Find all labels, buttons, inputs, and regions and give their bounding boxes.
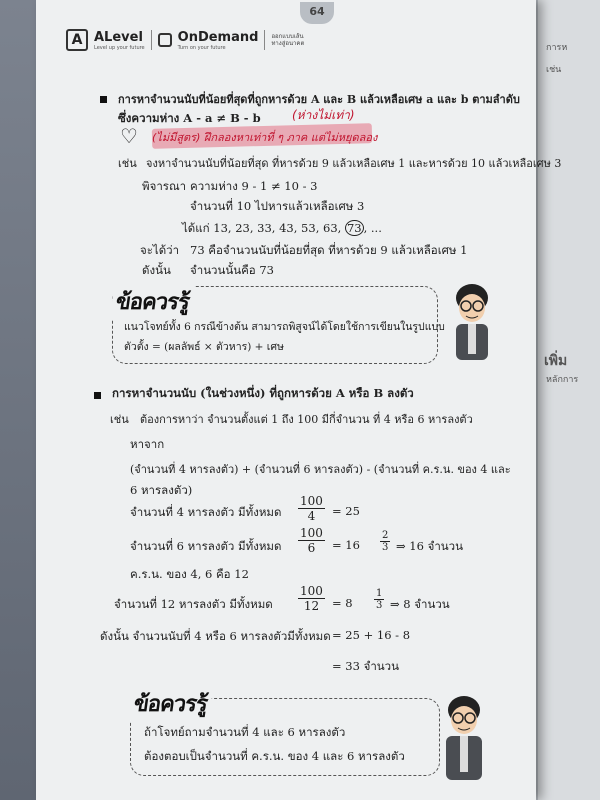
example2-label: เช่น (110, 413, 129, 426)
row2-tail: ⇒ 16 จำนวน (396, 539, 463, 553)
therefore1-text: จำนวนนั้นคือ 73 (190, 263, 274, 277)
bullet-1 (100, 96, 107, 103)
will-see-text: 73 คือจำนวนนับที่น้อยที่สุด ที่หารด้วย 9 แล้วเหลือเศษ 1 (190, 243, 468, 257)
partner-logo-text: ออกแบบเส้น ทางสู่อนาคต (271, 33, 305, 47)
therefore2-text: ดังนั้น จำนวนนับที่ 4 หรือ 6 หารลงตัวมีทั้งหมด (100, 629, 331, 643)
row1-result: = 25 (332, 504, 360, 518)
adjacent-page-text-3: เพิ่ม (544, 353, 568, 369)
header-divider (151, 30, 152, 50)
brand-ondemand: OnDemand Turn on your future (177, 29, 259, 51)
handwritten-note-1: (ห่างไม่เท่า) (292, 108, 355, 122)
note-box-2-heading: ข้อควรรู้ (128, 686, 214, 721)
row2-label: จำนวนที่ 6 หารลงตัว มีทั้งหมด (130, 539, 282, 553)
example1-line3: จำนวนที่ 10 ไปหารแล้วเหลือเศษ 3 (190, 199, 365, 213)
section2-title: การหาจำนวนนับ (ในช่วงหนึ่ง) ที่ถูกหารด้วย A หรือ B ลงตัว (112, 386, 414, 400)
example1-line4: ได้แก่ 13, 23, 33, 43, 53, 63, 73 , ... (182, 221, 382, 235)
adjacent-page-text-4: หลักการ (546, 375, 579, 385)
row2-eq: = 16 (332, 538, 360, 552)
heart-icon: ♡ (120, 124, 138, 148)
consider-text: ความห่าง 9 - 1 ≠ 10 - 3 (190, 179, 318, 193)
note-box-1-heading: ข้อควรรู้ (110, 284, 196, 319)
row3-eq: = 8 (332, 596, 353, 610)
adjacent-page (536, 0, 600, 800)
brand-alevel: ALevel Level up your future (94, 29, 145, 51)
page-number: 64 (300, 2, 334, 24)
find-from-label: หาจาก (130, 437, 165, 451)
example1-label: เช่น (118, 157, 137, 170)
example1-text: จงหาจำนวนนับที่น้อยที่สุด ที่หารด้วย 9 แล้วเหลือเศษ 1 และหารด้วย 10 แล้วเหลือเศษ 3 (146, 157, 562, 170)
row1-fraction: $\frac{100}{4}$ (300, 494, 323, 523)
formula-line1: (จำนวนที่ 4 หารลงตัว) + (จำนวนที่ 6 หารลงตัว) - (จำนวนที่ ค.ร.น. ของ 4 และ (130, 463, 511, 476)
row1-label: จำนวนที่ 4 หารลงตัว มีทั้งหมด (130, 505, 282, 519)
adjacent-page-text-1: การห (546, 43, 568, 53)
row3-tail: ⇒ 8 จำนวน (390, 597, 450, 611)
ondemand-logo-icon (158, 33, 172, 47)
therefore2-expr: = 25 + 16 - 8 (332, 628, 411, 642)
teacher-cartoon-1 (444, 276, 500, 366)
handwritten-note-2: (ไม่มีสูตร) ฝึกลองหาเท่าที่ ๆ ภาค แต่ไม่หยุดลอง (152, 131, 378, 144)
example2-text: ต้องการหาว่า จำนวนตั้งแต่ 1 ถึง 100 มีกี่จำนวน ที่ 4 หรือ 6 หารลงตัว (140, 413, 473, 426)
therefore1-label: ดังนั้น (142, 263, 171, 277)
header-divider-2 (264, 30, 265, 50)
section1-title-line2: ซึ่งความห่าง A - a ≠ B - b (118, 111, 261, 125)
teacher-cartoon-2 (436, 690, 492, 790)
alevel-logo-icon: A (66, 29, 88, 51)
row3-mixed-fraction: $\frac{1}{3}$ (376, 588, 383, 611)
note-box-1-line2: ตัวตั้ง = (ผลลัพธ์ × ตัวหาร) + เศษ (124, 341, 284, 353)
note-box-1-line1: แนวโจทย์ทั้ง 6 กรณีข้างต้น สามารถพิสูจน์ได้โดยใช้การเขียนในรูปแบบ (124, 321, 445, 333)
lcm-text: ค.ร.น. ของ 4, 6 คือ 12 (130, 567, 249, 581)
circled-answer: 73 (346, 221, 362, 235)
bullet-2 (94, 392, 101, 399)
adjacent-page-text-2: เช่น (546, 65, 562, 75)
will-see-label: จะได้ว่า (140, 243, 180, 257)
page-header (66, 26, 315, 54)
note-box-2-line1: ถ้าโจทย์ถามจำนวนที่ 4 และ 6 หารลงตัว (144, 725, 346, 739)
final-answer: = 33 จำนวน (332, 659, 399, 673)
formula-line2: 6 หารลงตัว) (130, 483, 193, 497)
row2-mixed-fraction: $\frac{2}{3}$ (382, 530, 389, 553)
row3-fraction: $\frac{100}{12}$ (300, 584, 323, 613)
consider-label: พิจารณา (142, 179, 187, 193)
row2-fraction: $\frac{100}{6}$ (300, 526, 323, 555)
row3-label: จำนวนที่ 12 หารลงตัว มีทั้งหมด (114, 597, 273, 611)
note-box-2-line2: ต้องตอบเป็นจำนวนที่ ค.ร.น. ของ 4 และ 6 หารลงตัว (144, 749, 405, 763)
section1-title-line1: การหาจำนวนนับที่น้อยที่สุดที่ถูกหารด้วย A และ B แล้วเหลือเศษ a และ b ตามลำดับ (118, 93, 520, 106)
